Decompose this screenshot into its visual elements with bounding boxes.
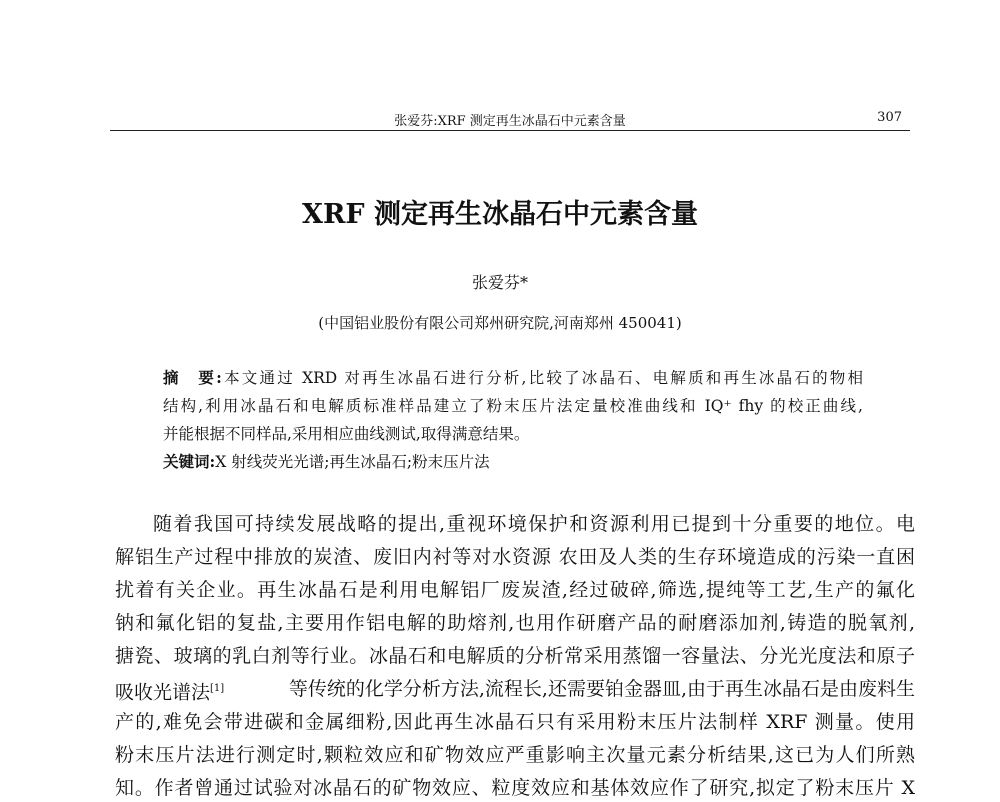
abstract-label: 摘 要: bbox=[163, 368, 222, 387]
body-line: 随着我国可持续发展战略的提出,重视环境保护和资源利用已提到十分重要的地位。电 bbox=[153, 513, 915, 535]
abstract-line: 结构,利用冰晶石和电解质标准样品建立了粉末压片法定量校准曲线和 IQ⁺ fhy 的校正曲线, bbox=[163, 397, 863, 415]
body-line: 产的,难免会带进碳和金属细粉,因此再生冰晶石只有采用粉末压片法制样 XRF 测量。使用 bbox=[115, 711, 915, 733]
paper-title: XRF 测定再生冰晶石中元素含量 bbox=[302, 199, 698, 230]
body-line: 扰着有关企业。再生冰晶石是利用电解铝厂废炭渣,经过破碎,筛选,提纯等工艺,生产的氟化 bbox=[115, 579, 915, 601]
author: 张爱芬* bbox=[471, 273, 528, 292]
body-line: 搪瓷、玻璃的乳白剂等行业。冰晶石和电解质的分析常采用蒸馏一容量法、分光光度法和原子 bbox=[115, 645, 915, 667]
abstract-line: 摘 要:本文通过 XRD 对再生冰晶石进行分析,比较了冰晶石、电解质和再生冰晶石的物相 bbox=[163, 368, 863, 387]
affiliation: (中国铝业股份有限公司郑州研究院,河南郑州 450041) bbox=[318, 314, 682, 332]
page-number: 307 bbox=[877, 110, 902, 125]
citation[interactable]: [1] bbox=[210, 683, 225, 694]
body-line: 解铝生产过程中排放的炭渣、废旧内衬等对水资源 农田及人类的生存环境造成的污染一直困 bbox=[115, 546, 915, 568]
body-line: 知。作者曾通过试验对冰晶石的矿物效应、粒度效应和基体效应作了研究,拟定了粉末压片 X bbox=[115, 777, 915, 799]
body-line: 吸收光谱法[1] 等传统的化学分析方法,流程长,还需要铂金器皿,由于再生冰晶石是由废料生 bbox=[115, 678, 915, 704]
keywords-label: 关键词: bbox=[163, 452, 216, 471]
abstract-line: 并能根据不同样品,采用相应曲线测试,取得满意结果。 bbox=[163, 425, 530, 443]
keywords: 关键词:X 射线荧光光谱;再生冰晶石;粉末压片法 bbox=[163, 452, 490, 471]
running-header bbox=[110, 108, 910, 131]
body-line: 粉末压片法进行测定时,颗粒效应和矿物效应严重影响主次量元素分析结果,这已为人们所熟 bbox=[115, 744, 915, 766]
body-line: 钠和氟化铝的复盐,主要用作铝电解的助熔剂,也用作研磨产品的耐磨添加剂,铸造的脱氧剂, bbox=[115, 612, 915, 634]
running-title: 张爱芬:XRF 测定再生冰晶石中元素含量 bbox=[394, 114, 626, 129]
